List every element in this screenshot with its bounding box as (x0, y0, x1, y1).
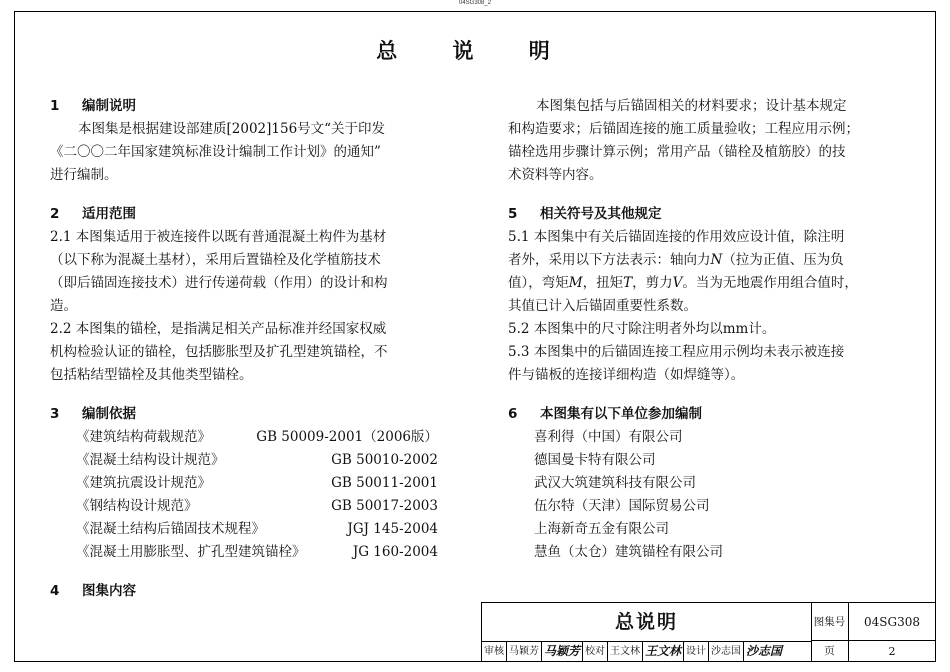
page-label: 页 (811, 641, 849, 662)
contents-line: 术资料等内容。 (508, 167, 603, 183)
reference-row: 《钢结构设计规范》 GB 50017-2003 (76, 498, 438, 514)
reference-row: 《混凝土结构设计规范》 GB 50010-2002 (76, 452, 438, 468)
unit-item: 慧鱼（太仓）建筑锚栓有限公司 (534, 544, 723, 560)
reference-row: 《建筑抗震设计规范》 GB 50011-2001 (76, 475, 438, 491)
unit-item: 喜利得（中国）有限公司 (534, 429, 683, 445)
title-block-main: 总说明 (482, 603, 812, 642)
section-2-line: 造。 (50, 298, 77, 314)
section-2-line: 包括粘结型锚栓及其他类型锚栓。 (50, 367, 253, 383)
drawing-code: 04SG308_2 (458, 0, 492, 6)
left-column (50, 95, 450, 603)
section-5-heading: 5 相关符号及其他规定 (508, 206, 662, 222)
review-name: 马颖芳 (507, 641, 542, 662)
section-1-line: 本图集是根据建设部建质[2002]156号文“关于印发 (78, 121, 386, 137)
unit-item: 伍尔特（天津）国际贸易公司 (534, 498, 710, 514)
reference-row: 《混凝土用膨胀型、扩孔型建筑锚栓》 JG 160-2004 (76, 544, 438, 560)
section-4-heading: 4 图集内容 (50, 583, 136, 599)
design-label: 设计 (684, 641, 709, 662)
signature-row (482, 641, 812, 662)
section-2-line: （即后锚固连接技术）进行传递荷载（作用）的设计和构 (50, 275, 388, 291)
reference-row: 《混凝土结构后锚固技术规程》 JGJ 145-2004 (76, 521, 438, 537)
atlas-number-label: 图集号 (811, 603, 849, 641)
reference-row: 《建筑结构荷载规范》 GB 50009-2001（2006版） (76, 429, 438, 445)
section-5-line: 者外，采用以下方法表示：轴向力N（拉为正值、压为负 (508, 252, 844, 268)
unit-item: 武汉大筑建筑科技有限公司 (534, 475, 696, 491)
review-signature: 马颖芳 (542, 641, 583, 662)
design-name: 沙志国 (709, 641, 744, 662)
check-label: 校对 (583, 641, 608, 662)
design-signature: 沙志国 (746, 644, 783, 658)
section-3-heading: 3 编制依据 (50, 406, 136, 422)
right-column (508, 95, 918, 564)
check-name: 王文林 (608, 641, 643, 662)
title-block (481, 602, 936, 662)
section-5-line: 5.1 本图集中有关后锚固连接的作用效应设计值，除注明 (508, 229, 845, 245)
section-5-line: 5.3 本图集中的后锚固连接工程应用示例均未表示被连接 (508, 344, 845, 360)
section-2-line: 机构检验认证的锚栓，包括膨胀型及扩孔型建筑锚栓，不 (50, 344, 388, 360)
contents-line: 和构造要求；后锚固连接的施工质量验收；工程应用示例； (508, 121, 859, 137)
unit-item: 德国曼卡特有限公司 (534, 452, 656, 468)
section-1-line: 《二〇〇二年国家建筑标准设计编制工作计划》的通知” (50, 144, 381, 160)
section-2-line: 2.2 本图集的锚栓，是指满足相关产品标准并经国家权威 (50, 321, 387, 337)
section-5-line: 值），弯矩M，扭矩T，剪力V。当为无地震作用组合值时， (508, 275, 858, 291)
section-1-line: 进行编制。 (50, 167, 118, 183)
contents-line: 本图集包括与后锚固相关的材料要求；设计基本规定 (536, 98, 847, 114)
atlas-number: 04SG308 (849, 603, 935, 641)
section-2-heading: 2 适用范围 (50, 206, 136, 222)
page-title: 总 说 明 (376, 39, 574, 63)
check-signature: 王文林 (643, 641, 684, 662)
review-label: 审核 (482, 641, 507, 662)
contents-line: 锚栓选用步骤计算示例；常用产品（锚栓及植筋胶）的技 (508, 144, 846, 160)
unit-item: 上海新奇五金有限公司 (534, 521, 669, 537)
section-2-line: （以下称为混凝土基材），采用后置锚栓及化学植筋技术 (50, 252, 381, 268)
section-1-heading: 1 编制说明 (50, 98, 136, 114)
page-number: 2 (888, 645, 896, 658)
section-5-line: 件与锚板的连接详细构造（如焊缝等）。 (508, 367, 745, 383)
section-6-heading: 6 本图集有以下单位参加编制 (508, 406, 702, 422)
section-5-line: 其值已计入后锚固重要性系数。 (508, 298, 697, 314)
section-5-line: 5.2 本图集中的尺寸除注明者外均以mm计。 (508, 321, 776, 337)
section-2-line: 2.1 本图集适用于被连接件以既有普通混凝土构件为基材 (50, 229, 387, 245)
